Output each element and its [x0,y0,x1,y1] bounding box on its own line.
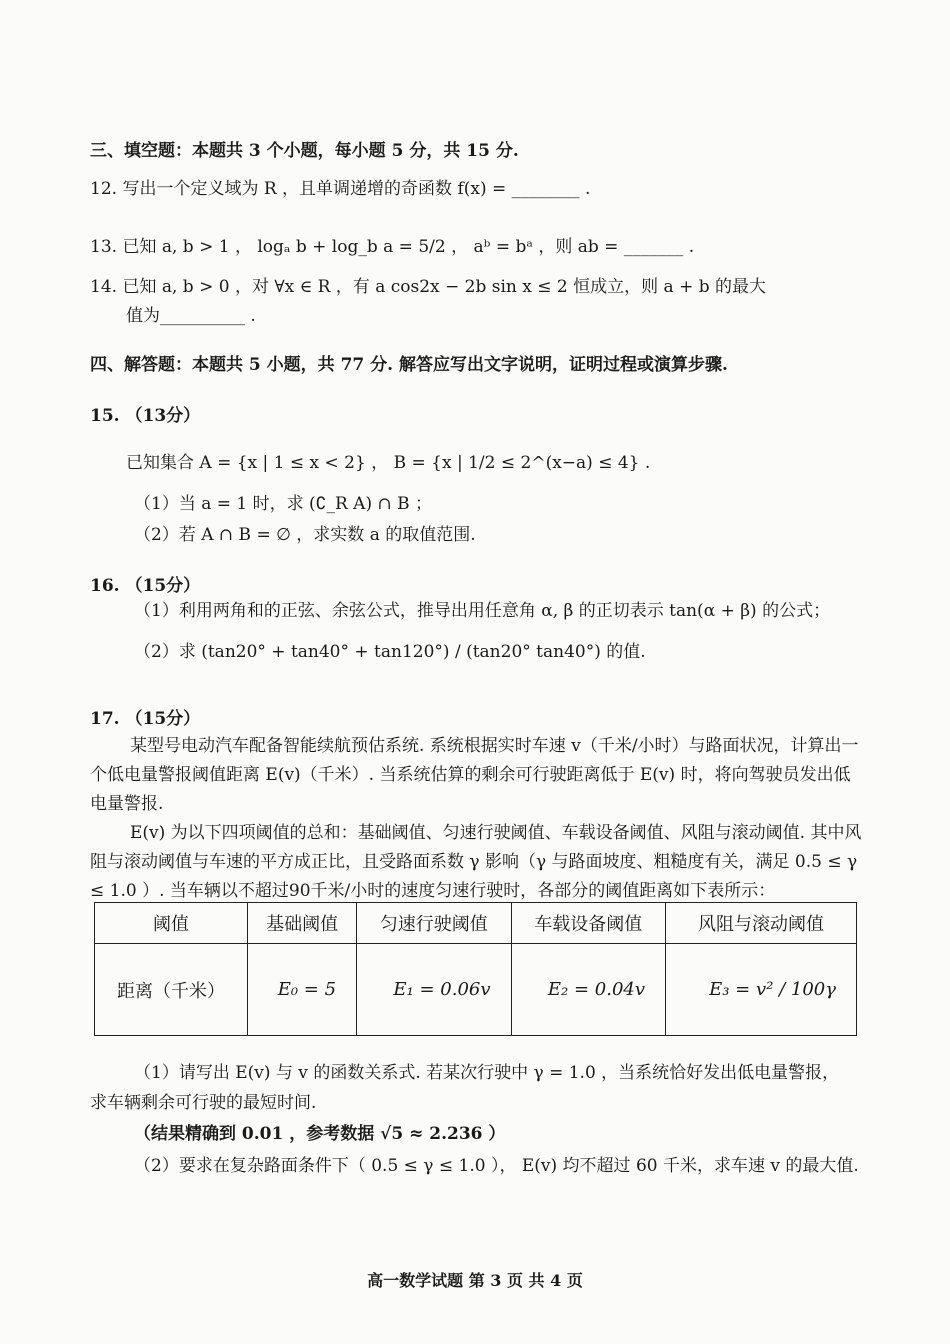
question-16-part2: （2）求 (tan20° + tan40° + tan120°) / (tan20° tan40°) 的值. [134,642,646,662]
table-header-cell: 风阻与滚动阈值 [666,903,857,944]
question-14-line1: 14. 已知 a, b > 0 ，对 ∀x ∈ R ，有 a cos2x − 2b sin x ≤ 2 恒成立，则 a + b 的最大 [90,277,767,297]
section3-heading: 三、填空题：本题共 3 个小题，每小题 5 分，共 15 分. [90,141,519,161]
question-14-line2: 值为__________ . [126,306,256,326]
table-row-label: 距离（千米） [95,944,248,1036]
table-header-cell: 基础阈值 [248,903,357,944]
question-17-para1: 某型号电动汽车配备智能续航预估系统. 系统根据实时车速 v（千米/小时）与路面状况，计算出一个低电量警报阈值距离 E(v)（千米）. 当系统估算的剩余可行驶距离低于 E(v) 时，将向驾驶员发出低电量警报. [90,736,859,814]
threshold-table [94,902,857,1036]
table-header-cell: 匀速行驶阈值 [357,903,511,944]
page-footer: 高一数学试题 第 3 页 共 4 页 [367,1271,583,1290]
question-16-part1: （1）利用两角和的正弦、余弦公式，推导出用任意角 α, β 的正切表示 tan(α + β) 的公式； [134,601,831,621]
table-cell-e2: E₂ = 0.04v [511,944,665,1036]
question-16-title: 16. （15分） [90,576,201,596]
table-header-cell: 阈值 [95,903,248,944]
table-cell-e3: E₃ = v² / 100γ [666,944,857,1036]
question-15-title: 15. （13分） [90,406,201,426]
question-15-stem: 已知集合 A = {x | 1 ≤ x < 2} ， B = {x | 1/2 ≤ 2^(x−a) ≤ 4} . [126,453,651,473]
question-15-part2: （2）若 A ∩ B = ∅ ，求实数 a 的取值范围. [134,525,476,545]
question-17-note: （结果精确到 0.01 ，参考数据 √5 ≈ 2.236 ） [134,1124,506,1144]
table-header-row [95,903,857,944]
question-17-part2: （2）要求在复杂路面条件下（ 0.5 ≤ γ ≤ 1.0 ）， E(v) 均不超过 60 千米，求车速 v 的最大值. [134,1156,859,1176]
question-13: 13. 已知 a, b > 1 ， logₐ b + log_b a = 5/2 ， aᵇ = bᵃ ，则 ab = _______ . [90,237,695,257]
table-cell-e1: E₁ = 0.06v [357,944,511,1036]
question-17-title: 17. （15分） [90,709,201,729]
section4-heading: 四、解答题：本题共 5 小题，共 77 分. 解答应写出文字说明，证明过程或演算步骤. [90,355,728,375]
table-cell-e0: E₀ = 5 [248,944,357,1036]
question-12: 12. 写出一个定义域为 R ，且单调递增的奇函数 f(x) = ________ . [90,179,591,199]
question-17-part1-b: 求车辆剩余可行驶的最短时间. [90,1093,317,1113]
table-header-cell: 车载设备阈值 [511,903,665,944]
question-17-body [90,732,865,906]
question-17-part1-a: （1）请写出 E(v) 与 v 的函数关系式. 若某次行驶中 γ = 1.0 ，当系统恰好发出低电量警报， [134,1063,840,1083]
question-15-part1: （1）当 a = 1 时，求 (∁_R A) ∩ B ； [134,494,433,514]
table-row [95,944,857,1036]
question-17-para2: E(v) 为以下四项阈值的总和：基础阈值、匀速行驶阈值、车载设备阈值、风阻与滚动阈值. 其中风阻与滚动阈值与车速的平方成正比，且受路面系数 γ 影响（γ 与路面坡度、粗糙度有关，满足 0.5 ≤ γ ≤ 1.0 ）. 当车辆以不超过90千米/小时的速度匀速行驶时，各部分的阈值距离如下表所示： [90,823,862,901]
